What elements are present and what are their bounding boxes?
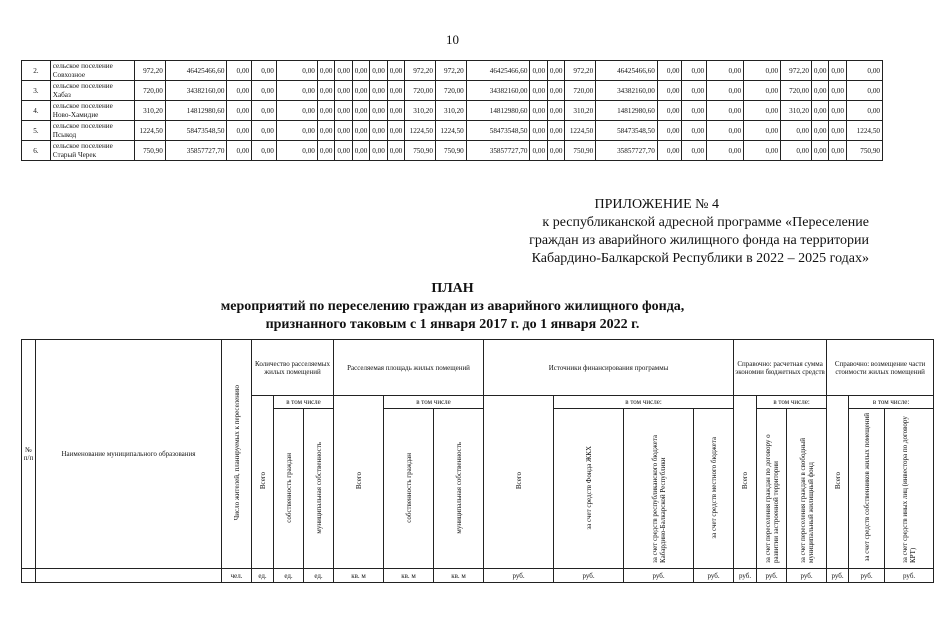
row-municipality: сельское поселение Совхозное <box>50 61 134 81</box>
row-cell: 0,00 <box>387 121 404 141</box>
row-cell: 0,00 <box>370 101 387 121</box>
row-cell: 0,00 <box>707 81 744 101</box>
row-cell: 0,00 <box>707 121 744 141</box>
row-cell: 1224,50 <box>565 121 596 141</box>
row-number: 5. <box>22 121 51 141</box>
appendix-title: ПРИЛОЖЕНИЕ № 4 <box>594 197 719 212</box>
row-cell: 0,00 <box>811 61 828 81</box>
row-cell: 0,00 <box>317 121 334 141</box>
rooms-citizens-header: собственность граждан <box>284 452 293 523</box>
row-cell: 0,00 <box>781 141 812 161</box>
unit-cell: чел. <box>222 569 252 583</box>
row-cell: 0,00 <box>317 141 334 161</box>
row-cell: 0,00 <box>317 61 334 81</box>
row-cell: 0,00 <box>387 141 404 161</box>
row-cell: 0,00 <box>829 141 846 161</box>
table-row <box>22 121 883 141</box>
row-cell: 0,00 <box>547 101 564 121</box>
row-number: 2. <box>22 61 51 81</box>
row-cell: 0,00 <box>252 81 277 101</box>
refund-group-header: Справочно: возмещение части стоимости жилых помещений <box>827 340 934 396</box>
row-cell: 0,00 <box>352 101 369 121</box>
row-cell: 750,90 <box>405 141 436 161</box>
row-cell: 0,00 <box>317 81 334 101</box>
row-cell: 0,00 <box>744 101 781 121</box>
rooms-total-header: Всего <box>258 472 267 490</box>
row-cell: 14812980,60 <box>466 101 530 121</box>
row-cell: 310,20 <box>405 101 436 121</box>
row-cell: 0,00 <box>370 61 387 81</box>
unit-cell: руб. <box>554 569 624 583</box>
row-cell: 0,00 <box>387 81 404 101</box>
local-budget-header: за счет средств местного бюджета <box>709 436 718 539</box>
row-cell: 720,00 <box>781 81 812 101</box>
savings-free-header: за счет переселения граждан в свободный муниципальный жилищный фонд <box>798 437 815 563</box>
row-cell: 0,00 <box>829 61 846 81</box>
appendix-block <box>529 196 869 268</box>
plan-table <box>21 339 934 583</box>
row-cell: 34382160,00 <box>596 81 658 101</box>
row-cell: 34382160,00 <box>466 81 530 101</box>
plan-title-block <box>0 280 905 334</box>
appendix-line-2: граждан из аварийного жилищного фонда на территории <box>529 233 869 248</box>
row-cell: 1224,50 <box>435 121 466 141</box>
row-cell: 0,00 <box>276 121 317 141</box>
row-cell: 35857727,70 <box>466 141 530 161</box>
row-cell: 0,00 <box>252 141 277 161</box>
table-row <box>22 61 883 81</box>
row-cell: 1224,50 <box>846 121 882 141</box>
finance-total-header: Всего <box>514 472 523 490</box>
row-number: 3. <box>22 81 51 101</box>
row-cell: 720,00 <box>435 81 466 101</box>
col-residents-header: Число жителей, планируемых к переселению <box>232 385 241 521</box>
unit-cell: руб. <box>734 569 757 583</box>
table-row <box>22 101 883 121</box>
row-cell: 0,00 <box>335 101 352 121</box>
row-cell: 720,00 <box>405 81 436 101</box>
plan-subtitle-1: мероприятий по переселению граждан из аварийного жилищного фонда, <box>220 299 685 314</box>
row-cell: 0,00 <box>335 81 352 101</box>
row-cell: 0,00 <box>657 61 682 81</box>
row-cell: 0,00 <box>657 81 682 101</box>
row-cell: 0,00 <box>276 81 317 101</box>
row-cell: 750,90 <box>565 141 596 161</box>
row-cell: 0,00 <box>352 141 369 161</box>
row-municipality: сельское поселение Старый Черек <box>50 141 134 161</box>
row-cell: 46425466,60 <box>466 61 530 81</box>
row-cell: 1224,50 <box>135 121 166 141</box>
area-group-header: Расселяемая площадь жилых помещений <box>334 340 484 396</box>
row-cell: 0,00 <box>657 141 682 161</box>
rooms-municipal-header: муниципальная собственность <box>314 441 323 534</box>
unit-cell: руб. <box>624 569 694 583</box>
row-cell: 0,00 <box>682 81 707 101</box>
row-cell: 35857727,70 <box>596 141 658 161</box>
row-cell: 0,00 <box>547 61 564 81</box>
row-cell: 0,00 <box>829 81 846 101</box>
row-cell: 0,00 <box>707 101 744 121</box>
unit-cell: руб. <box>694 569 734 583</box>
row-cell: 0,00 <box>530 101 547 121</box>
row-cell: 0,00 <box>370 81 387 101</box>
row-cell: 0,00 <box>530 61 547 81</box>
row-cell: 0,00 <box>811 141 828 161</box>
row-cell: 0,00 <box>744 121 781 141</box>
unit-cell: руб. <box>849 569 885 583</box>
appendix-line-3: Кабардино-Балкарской Республики в 2022 – 2025 годах» <box>531 251 869 266</box>
row-cell: 1224,50 <box>405 121 436 141</box>
area-incl-header: в том числе <box>384 396 484 409</box>
row-cell: 0,00 <box>707 61 744 81</box>
row-cell: 0,00 <box>530 81 547 101</box>
row-cell: 0,00 <box>846 61 882 81</box>
row-municipality: сельское поселение Ново-Хамидие <box>50 101 134 121</box>
row-cell: 972,20 <box>135 61 166 81</box>
finance-incl-header: в том числе: <box>554 396 734 409</box>
row-cell: 0,00 <box>657 121 682 141</box>
continued-table <box>21 60 883 161</box>
rep-budget-header: за счет средств республиканского бюджета Кабардино-Балкарской Республики <box>650 434 667 563</box>
area-municipal-header: муниципальная собственность <box>454 441 463 534</box>
row-cell: 0,00 <box>744 141 781 161</box>
row-cell: 0,00 <box>276 141 317 161</box>
row-cell: 0,00 <box>781 121 812 141</box>
row-cell: 0,00 <box>370 121 387 141</box>
row-cell: 0,00 <box>707 141 744 161</box>
unit-cell: ед. <box>304 569 334 583</box>
row-cell: 972,20 <box>781 61 812 81</box>
row-number: 4. <box>22 101 51 121</box>
table-row <box>22 141 883 161</box>
col-num-header: № п/п <box>22 340 36 569</box>
row-cell: 0,00 <box>227 81 252 101</box>
row-cell: 0,00 <box>846 101 882 121</box>
col-name-header: Наименование муниципального образования <box>36 340 222 569</box>
unit-cell: ед. <box>252 569 274 583</box>
row-cell: 0,00 <box>352 61 369 81</box>
refund-total-header: Всего <box>833 472 842 490</box>
row-cell: 0,00 <box>227 141 252 161</box>
area-total-header: Всего <box>354 472 363 490</box>
row-cell: 0,00 <box>846 81 882 101</box>
row-cell: 0,00 <box>682 61 707 81</box>
row-cell: 0,00 <box>370 141 387 161</box>
unit-cell: кв. м <box>384 569 434 583</box>
row-cell: 0,00 <box>682 101 707 121</box>
row-cell: 0,00 <box>276 101 317 121</box>
row-number: 6. <box>22 141 51 161</box>
table-row <box>22 81 883 101</box>
row-cell: 0,00 <box>352 121 369 141</box>
row-cell: 310,20 <box>781 101 812 121</box>
unit-cell: руб. <box>885 569 934 583</box>
finance-group-header: Источники финансирования программы <box>484 340 734 396</box>
row-cell: 0,00 <box>547 81 564 101</box>
row-cell: 0,00 <box>387 101 404 121</box>
page-number: 10 <box>446 32 459 47</box>
savings-incl-header: в том числе: <box>757 396 827 409</box>
row-cell: 46425466,60 <box>596 61 658 81</box>
row-cell: 0,00 <box>227 101 252 121</box>
appendix-line-1: к республиканской адресной программе «Переселение <box>542 215 869 230</box>
unit-cell: руб. <box>827 569 849 583</box>
row-cell: 0,00 <box>744 61 781 81</box>
refund-other-header: за счет средств иных лиц (инвестора по договору КРТ) <box>901 415 918 563</box>
row-cell: 0,00 <box>547 141 564 161</box>
refund-incl-header: в том числе: <box>849 396 934 409</box>
row-cell: 0,00 <box>227 61 252 81</box>
row-cell: 0,00 <box>352 81 369 101</box>
row-cell: 0,00 <box>682 141 707 161</box>
row-municipality: сельское поселение Псыкод <box>50 121 134 141</box>
row-cell: 58473548,50 <box>466 121 530 141</box>
row-cell: 0,00 <box>547 121 564 141</box>
row-cell: 35857727,70 <box>165 141 227 161</box>
fund-header: за счет средств Фонда ЖКХ <box>584 445 593 530</box>
row-cell: 0,00 <box>811 101 828 121</box>
row-cell: 46425466,60 <box>165 61 227 81</box>
row-cell: 58473548,50 <box>165 121 227 141</box>
row-cell: 14812980,60 <box>165 101 227 121</box>
row-cell: 34382160,00 <box>165 81 227 101</box>
row-cell: 0,00 <box>317 101 334 121</box>
row-cell: 310,20 <box>435 101 466 121</box>
row-cell: 0,00 <box>682 121 707 141</box>
row-cell: 0,00 <box>829 101 846 121</box>
unit-cell: руб. <box>787 569 827 583</box>
row-cell: 310,20 <box>565 101 596 121</box>
row-cell: 750,90 <box>135 141 166 161</box>
row-cell: 720,00 <box>565 81 596 101</box>
row-cell: 0,00 <box>335 121 352 141</box>
savings-total-header: Всего <box>741 472 750 490</box>
row-cell: 972,20 <box>435 61 466 81</box>
row-cell: 0,00 <box>811 81 828 101</box>
savings-group-header: Справочно: расчетная сумма экономии бюджетных средств <box>734 340 827 396</box>
unit-cell: руб. <box>757 569 787 583</box>
row-cell: 58473548,50 <box>596 121 658 141</box>
units-row <box>22 569 934 583</box>
refund-owners-header: за счет средств собственников жилых помещений <box>862 413 871 562</box>
row-cell: 0,00 <box>811 121 828 141</box>
savings-contract-header: за счет переселения граждан по договору о развитии застроенной территории <box>763 433 780 563</box>
plan-subtitle-2: признанного таковым с 1 января 2017 г. до 1 января 2022 г. <box>265 317 640 332</box>
unit-cell: ед. <box>274 569 304 583</box>
row-cell: 0,00 <box>530 141 547 161</box>
rooms-incl-header: в том числе <box>274 396 334 409</box>
row-cell: 0,00 <box>657 101 682 121</box>
row-cell: 0,00 <box>744 81 781 101</box>
row-cell: 0,00 <box>829 121 846 141</box>
row-cell: 0,00 <box>252 61 277 81</box>
row-cell: 720,00 <box>135 81 166 101</box>
unit-cell: кв. м <box>334 569 384 583</box>
row-cell: 0,00 <box>252 121 277 141</box>
row-cell: 972,20 <box>565 61 596 81</box>
plan-title: ПЛАН <box>431 281 474 296</box>
row-cell: 0,00 <box>530 121 547 141</box>
row-cell: 972,20 <box>405 61 436 81</box>
row-municipality: сельское поселение Хабаз <box>50 81 134 101</box>
rooms-group-header: Количество расселяемых жилых помещений <box>252 340 334 396</box>
row-cell: 0,00 <box>252 101 277 121</box>
row-cell: 0,00 <box>387 61 404 81</box>
row-cell: 14812980,60 <box>596 101 658 121</box>
row-cell: 0,00 <box>276 61 317 81</box>
row-cell: 310,20 <box>135 101 166 121</box>
row-cell: 750,90 <box>846 141 882 161</box>
area-citizens-header: собственность граждан <box>404 452 413 523</box>
unit-cell: кв. м <box>434 569 484 583</box>
row-cell: 0,00 <box>335 141 352 161</box>
row-cell: 750,90 <box>435 141 466 161</box>
unit-cell: руб. <box>484 569 554 583</box>
row-cell: 0,00 <box>335 61 352 81</box>
row-cell: 0,00 <box>227 121 252 141</box>
